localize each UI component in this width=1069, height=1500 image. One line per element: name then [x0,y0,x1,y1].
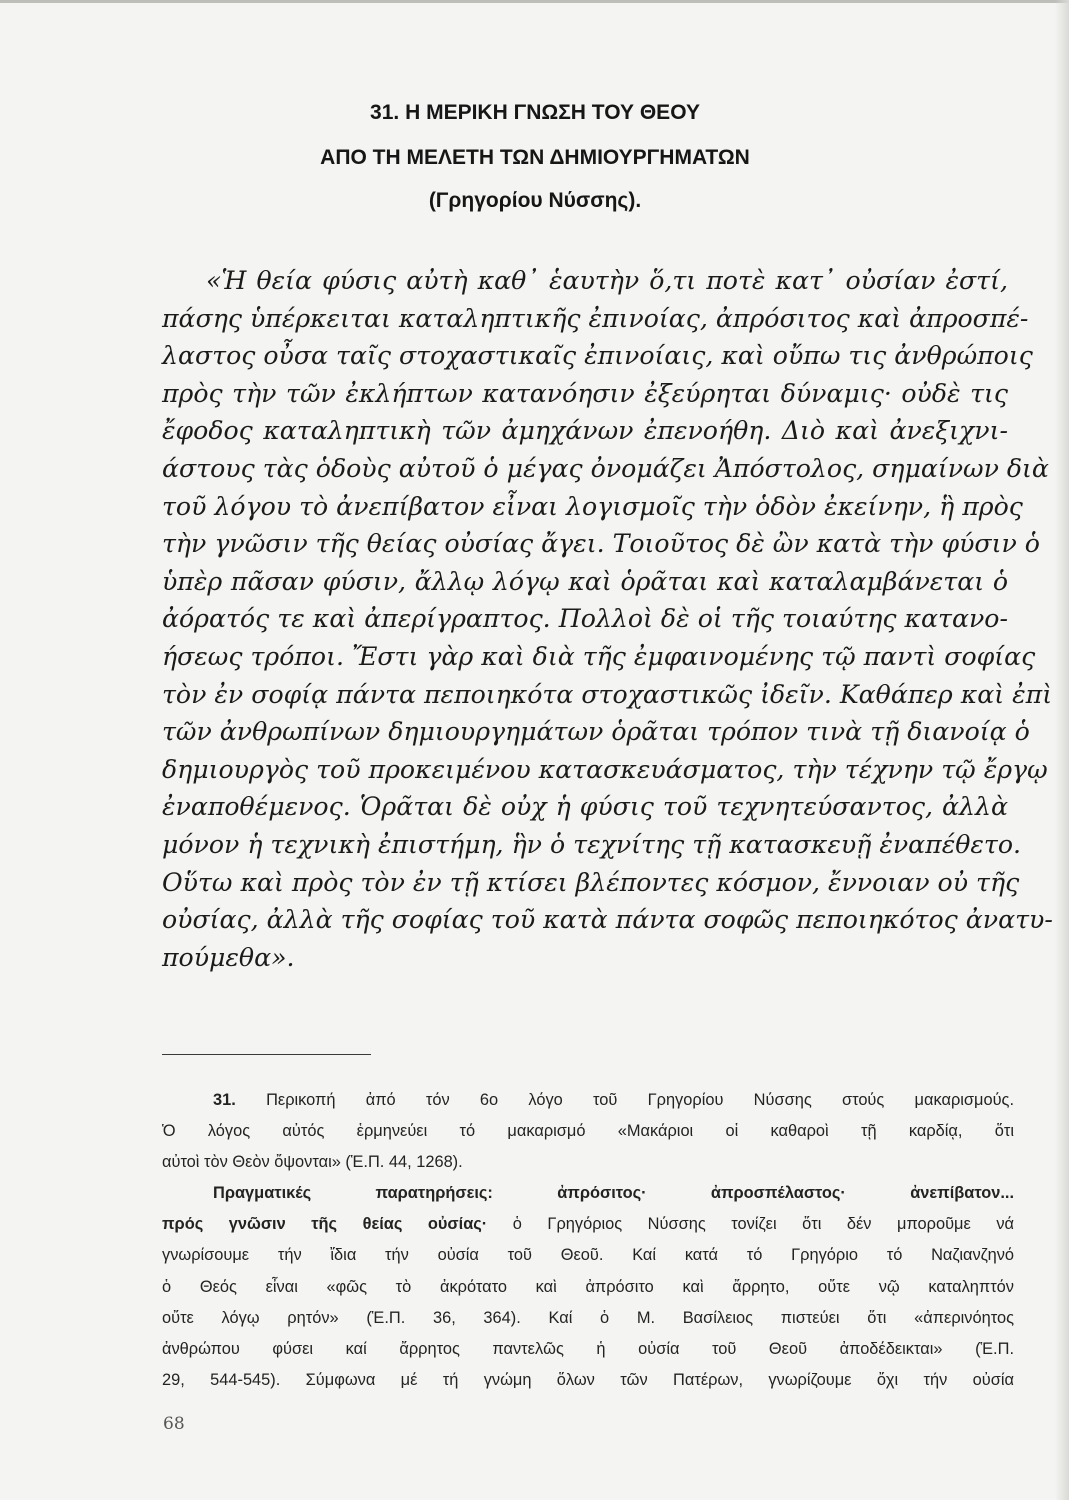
remarks-line: οὔτε λόγῳ ρητόν» (Ἑ.Π. 36, 364). Καί ὁ Μ. Βασίλειος πιστεύει ὅτι «ἀπερινόητος [162,1308,1014,1327]
footnote-line: αὐτοὶ τὸν Θεὸν ὄψονται» (Ἑ.Π. 44, 1268). [162,1153,463,1172]
remarks-text: ὁ Γρηγόριος Νύσσης τονίζει ὅτι δέν μποροῦμε νά [487,1215,1014,1234]
chapter-title-line-1: 31. Η ΜΕΡΙΚΗ ΓΝΩΣΗ ΤΟΥ ΘΕΟΥ [370,101,700,124]
footnote-line: Ὁ λόγος αὐτός ἑρμηνεύει τό μακαρισμό «Μακάριοι οἱ καθαροὶ τῇ καρδίᾳ, ὅτι [162,1122,1014,1141]
remarks-bold-term: πρός γνῶσιν τῆς θείας οὐσίας· [162,1215,488,1234]
quote-line: τὴν γνῶσιν τῆς θείας οὐσίας ἄγει. Τοιοῦτος δὲ ὢν κατὰ τὴν φύσιν ὁ [162,529,1040,559]
quote-line: ἐναποθέμενος. Ὁρᾶται δὲ οὐχ ἡ φύσις τοῦ τεχνητεύσαντος, ἀλλὰ [162,792,1008,822]
quote-line: οὐσίας, ἀλλὰ τῆς σοφίας τοῦ κατὰ πάντα σοφῶς πεποιηκότος ἀνατυ- [162,905,1053,935]
remarks-line: γνωρίσουμε τήν ἴδια τήν οὐσία τοῦ Θεοῦ. Καί κατά τό Γρηγόριο τό Ναζιανζηνό [162,1246,1014,1265]
quote-line: ὑπὲρ πᾶσαν φύσιν, ἄλλῳ λόγῳ καὶ ὁρᾶται καὶ καταλαμβάνεται ὁ [162,566,1008,596]
remarks-line: 29, 544-545). Σύμφωνα μέ τή γνώμη ὅλων τῶν Πατέρων, γνωρίζουμε ὄχι τήν οὐσία [162,1370,1014,1389]
footnote-separator [162,1054,371,1055]
quote-line: πρὸς τὴν τῶν ἐκλήπτων κατανόησιν ἐξεύρηται δύναμις· οὐδὲ τις [162,378,1008,408]
footnotes-block [162,1085,1014,1396]
quote-line: τῶν ἀνθρωπίνων δημιουργημάτων ὁρᾶται τρόπον τινὰ τῇ διανοίᾳ ὁ [162,717,1030,747]
quote-line: λαστος οὖσα ταῖς στοχαστικαῖς ἐπινοίαις, καὶ οὔπω τις ἀνθρώποις [162,341,1033,371]
remarks-line: ἀνθρώπου φύσει καί ἄρρητος παντελῶς ἡ οὐσία τοῦ Θεοῦ ἀποδέδεικται» (Ἑ.Π. [162,1339,1014,1358]
quote-line: πούμεθα». [162,942,295,972]
remarks-line [162,1209,1014,1240]
page-edge-shadow [1055,0,1069,1500]
quote-line: ἔφοδος καταληπτικὴ τῶν ἀμηχάνων ἐπενοήθη. Διὸ καὶ ἀνεξιχνι- [162,416,1008,446]
quote-line: «Ἡ θεία φύσις αὐτὴ καθ᾽ ἑαυτὴν ὅ,τι ποτὲ κατ᾽ οὐσίαν ἐστί, [206,266,1008,295]
quote-line: δημιουργὸς τοῦ προκειμένου κατασκευάσματος, τὴν τέχνην τῷ ἔργῳ [162,754,1048,784]
remarks-heading-line: Πραγματικές παρατηρήσεις: ἀπρόσιτος· ἀπροσπέλαστος· ἀνεπίβατον... [213,1184,1014,1203]
remarks-line: ὁ Θεός εἶναι «φῶς τὸ ἀκρότατο καὶ ἀπρόσιτο καὶ ἄρρητο, οὔτε νῷ καταληπτόν [162,1277,1014,1296]
page-number: 68 [163,1414,185,1434]
top-edge [0,0,1069,3]
footnote-line [162,1085,1014,1116]
quote-line: άστους τὰς ὁδοὺς αὐτοῦ ὁ μέγας ὀνομάζει Ἀπόστολος, σημαίνων διὰ [162,453,1049,483]
quote-line: ήσεως τρόποι. Ἔστι γὰρ καὶ διὰ τῆς ἐμφαινομένης τῷ παντὶ σοφίας [162,641,1036,671]
quote-line: Οὕτω καὶ πρὸς τὸν ἐν τῇ κτίσει βλέποντες κόσμον, ἔννοιαν οὐ τῆς [162,867,1020,897]
quote-line: τὸν ἐν σοφίᾳ πάντα πεποιηκότα στοχαστικῶς ἰδεῖν. Καθάπερ καὶ ἐπὶ [162,679,1053,709]
quote-line: ἀόρατός τε καὶ ἀπερίγραπτος. Πολλοὶ δὲ οἱ τῆς τοιαύτης κατανο- [162,604,1008,634]
chapter-title-line-2: ΑΠΟ ΤΗ ΜΕΛΕΤΗ ΤΩΝ ΔΗΜΙΟΥΡΓΗΜΑΤΩΝ [320,146,750,169]
patristic-quote [162,262,1053,976]
quote-line: τοῦ λόγου τὸ ἀνεπίβατον εἶναι λογισμοῖς τὴν ὁδὸν ἐκείνην, ἣ πρὸς [162,491,1023,521]
footnote-number: 31. [213,1091,236,1109]
quote-line: μόνον ἡ τεχνικὴ ἐπιστήμη, ἣν ὁ τεχνίτης τῇ κατασκευῇ ἐναπέθετο. [162,829,1022,859]
chapter-subtitle-author: (Γρηγορίου Νύσσης). [428,189,642,212]
quote-line: πάσης ὑπέρκειται καταληπτικῆς ἐπινοίας, ἀπρόσιτος καὶ ἀπροσπέ- [162,303,1029,333]
footnote-text: Περικοπή ἀπό τόν 6ο λόγο τοῦ Γρηγορίου Νύσσης στούς μακαρισμούς. [266,1091,1014,1109]
